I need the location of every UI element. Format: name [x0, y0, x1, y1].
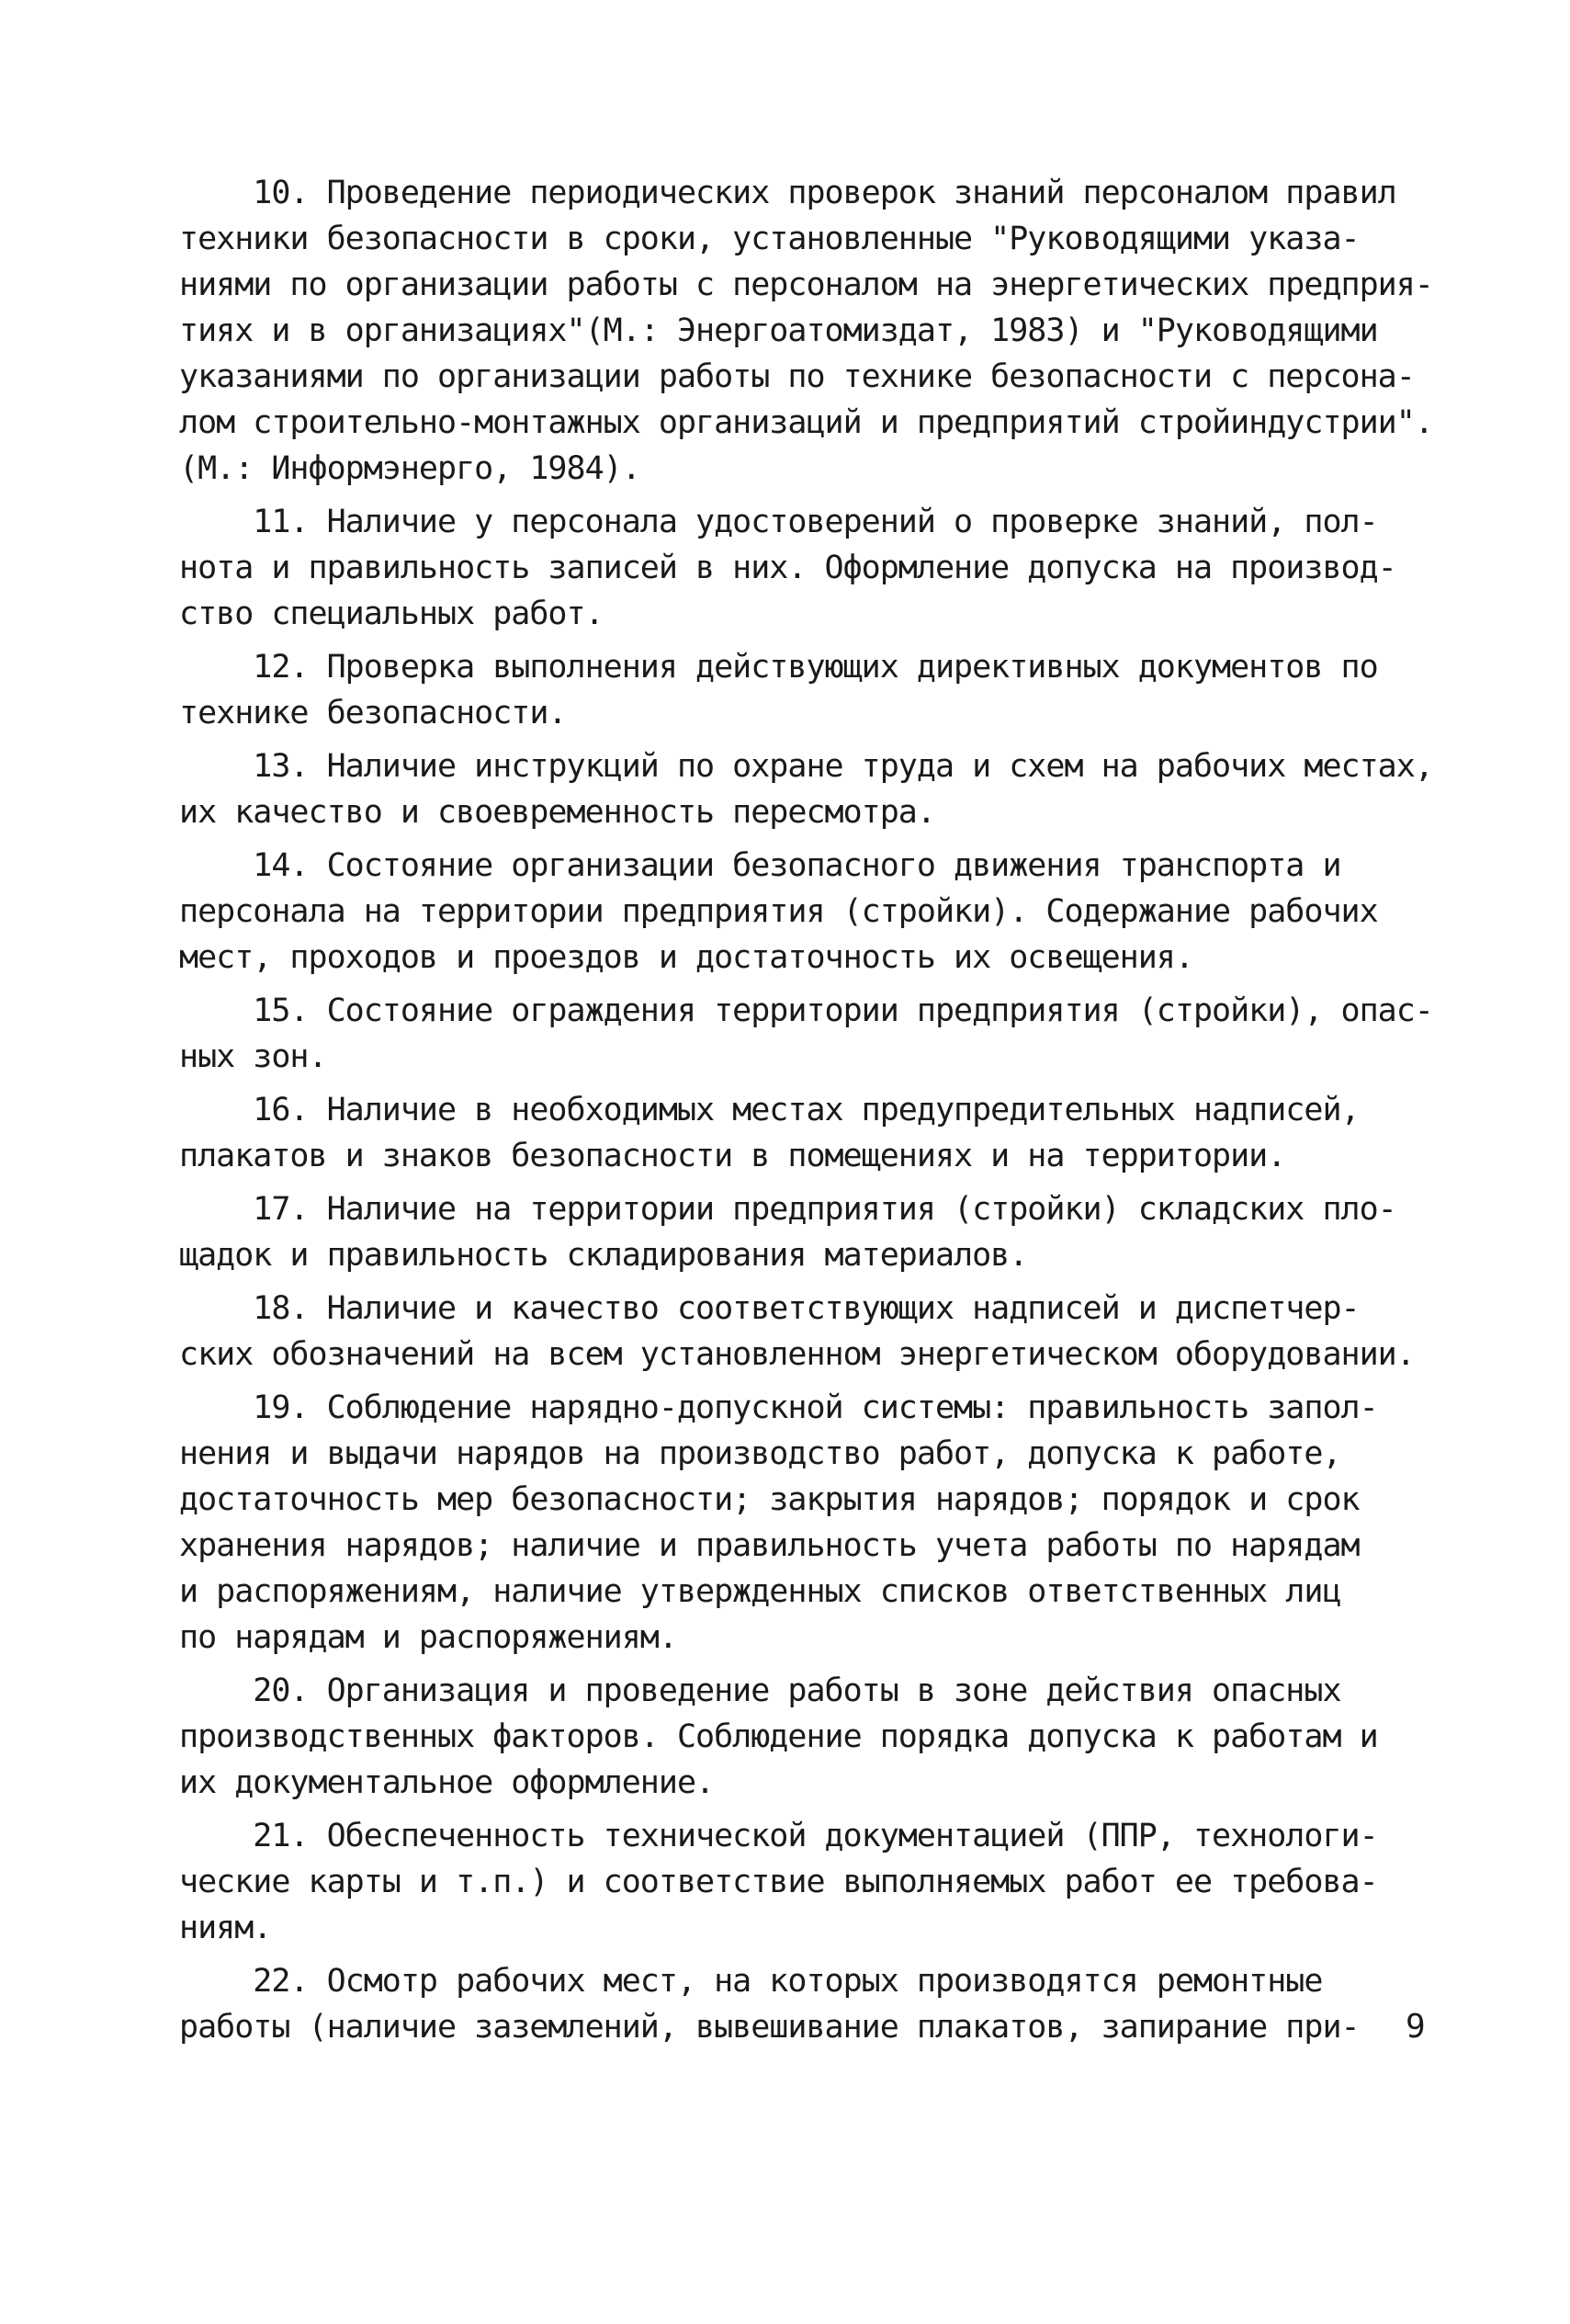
text-line: работы (наличие заземлений, вывешивание плакатов, запирание при- — [179, 2009, 1360, 2046]
paragraph-gap — [179, 981, 1484, 988]
text-line: их документальное оформление. — [179, 1764, 715, 1801]
text-line: указаниями по организации работы по технике безопасности с персона- — [179, 358, 1415, 395]
text-line: 11. Наличие у персонала удостоверений о проверке знаний, пол- — [179, 504, 1378, 540]
paragraph-gap — [179, 1278, 1484, 1286]
text-line: 13. Наличие инструкций по охране труда и схем на рабочих местах, — [179, 748, 1433, 785]
text-line: производственных факторов. Соблюдение порядка допуска к работам и — [179, 1718, 1378, 1755]
text-line: ских обозначений на всем установленном энергетическом оборудовании. — [179, 1336, 1415, 1373]
text-line: по нарядам и распоряжениям. — [179, 1619, 677, 1656]
paragraph — [179, 170, 1484, 492]
paragraph-gap — [179, 1661, 1484, 1668]
paragraph-gap — [179, 1377, 1484, 1385]
paragraph — [179, 499, 1484, 637]
paragraph-gap — [179, 1806, 1484, 1813]
text-line: ниям. — [179, 1910, 272, 1946]
document-body — [179, 170, 1484, 2058]
text-line: лом строительно-монтажных организаций и предприятий стройиндустрии". — [179, 404, 1433, 441]
text-line: 14. Состояние организации безопасного движения транспорта и — [179, 847, 1341, 884]
page-number: 9 — [1406, 2008, 1426, 2046]
text-line: и распоряжениям, наличие утвержденных списков ответственных лиц — [179, 1573, 1341, 1610]
paragraph — [179, 988, 1484, 1080]
paragraph — [179, 1813, 1484, 1951]
text-line: техники безопасности в сроки, установленные "Руководящими указа- — [179, 221, 1360, 257]
paragraph — [179, 1286, 1484, 1377]
text-line: 21. Обеспеченность технической документацией (ППР, технологи- — [179, 1818, 1378, 1854]
text-line: тиях и в организациях"(М.: Энергоатомиздат, 1983) и "Руководящими — [179, 312, 1378, 349]
text-line: хранения нарядов; наличие и правильность учета работы по нарядам — [179, 1527, 1360, 1564]
text-line: 10. Проведение периодических проверок знаний персоналом правил — [179, 175, 1396, 211]
paragraph — [179, 644, 1484, 736]
text-line: 15. Состояние ограждения территории предприятия (стройки), опас- — [179, 992, 1433, 1029]
text-line: ческие карты и т.п.) и соответствие выполняемых работ ее требова- — [179, 1864, 1378, 1900]
paragraph-gap — [179, 2050, 1484, 2058]
text-line: 20. Организация и проведение работы в зоне действия опасных — [179, 1672, 1341, 1709]
paragraph-gap — [179, 736, 1484, 743]
text-line: ниями по организации работы с персоналом на энергетических предприя- — [179, 266, 1433, 303]
text-line: 19. Соблюдение нарядно-допускной системы: правильность запол- — [179, 1389, 1378, 1426]
text-line: технике безопасности. — [179, 695, 567, 731]
paragraph — [179, 1958, 1484, 2050]
text-line: щадок и правильность складирования материалов. — [179, 1237, 1028, 1274]
text-line: нения и выдачи нарядов на производство работ, допуска к работе, — [179, 1435, 1341, 1472]
text-line: нота и правильность записей в них. Оформление допуска на производ- — [179, 550, 1396, 586]
paragraph-gap — [179, 492, 1484, 499]
paragraph — [179, 843, 1484, 981]
paragraph-gap — [179, 1951, 1484, 1958]
paragraph-gap — [179, 1080, 1484, 1087]
text-line: 12. Проверка выполнения действующих директивных документов по — [179, 649, 1378, 686]
text-line: достаточность мер безопасности; закрытия нарядов; порядок и срок — [179, 1481, 1360, 1518]
text-line: их качество и своевременность пересмотра. — [179, 794, 935, 831]
paragraph — [179, 1668, 1484, 1806]
text-line: 17. Наличие на территории предприятия (стройки) складских пло- — [179, 1191, 1396, 1228]
paragraph-gap — [179, 835, 1484, 843]
paragraph — [179, 1087, 1484, 1179]
text-line: ство специальных работ. — [179, 595, 604, 632]
text-line: персонала на территории предприятия (стройки). Содержание рабочих — [179, 893, 1378, 930]
paragraph — [179, 743, 1484, 835]
text-line: (М.: Информэнерго, 1984). — [179, 450, 640, 487]
text-line: 16. Наличие в необходимых местах предупредительных надписей, — [179, 1092, 1360, 1128]
text-line: 22. Осмотр рабочих мест, на которых производятся ремонтные — [179, 1963, 1323, 2000]
text-line: 18. Наличие и качество соответствующих надписей и диспетчер- — [179, 1290, 1360, 1327]
text-line: плакатов и знаков безопасности в помещениях и на территории. — [179, 1138, 1286, 1174]
text-line: ных зон. — [179, 1038, 327, 1075]
paragraph — [179, 1385, 1484, 1661]
paragraph-gap — [179, 1179, 1484, 1186]
paragraph — [179, 1186, 1484, 1278]
paragraph-gap — [179, 637, 1484, 644]
text-line: мест, проходов и проездов и достаточность их освещения. — [179, 939, 1193, 976]
